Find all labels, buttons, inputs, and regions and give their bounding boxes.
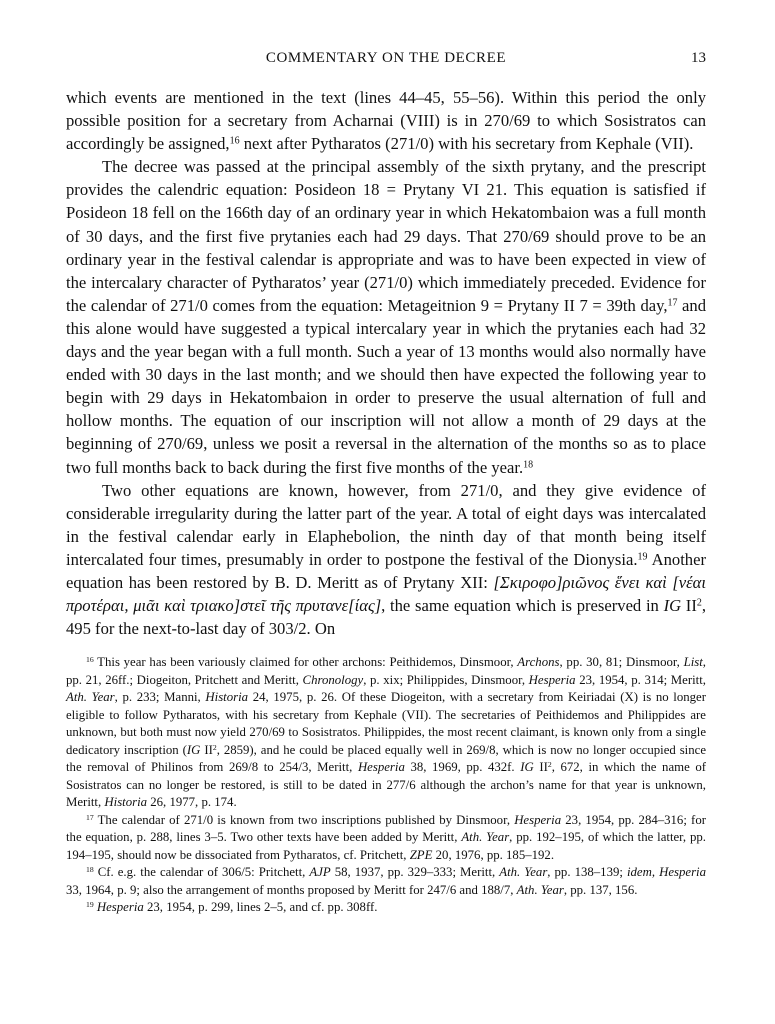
footnote-17: $^{17}$ The calendar of 271/0 is known from two inscriptions published by Dinsmoor, Hesperia 23, 1954, pp. 284–316; for the equation, p. 288, lines 3–5. Two other texts have been added by Meritt, Ath. Year, pp. 192–195, of which the latter, pp. 194–195, should now be dissociated from Pytharatos, cf. Pritchett, ZPE 20, 1976, pp. 185–192. bbox=[66, 812, 707, 862]
footnote-18: $^{18}$ Cf. e.g. the calendar of 306/5: Pritchett, AJP 58, 1937, pp. 329–333; Meritt, Ath. Year, pp. 138–139; idem, Hesperia 33, 1964, p. 9; also the arrangement of months proposed by Meritt for 247/6 and 188/7, Ath. Year, pp. 137, 156. bbox=[66, 864, 706, 897]
main-text bbox=[66, 86, 706, 640]
footnotes bbox=[66, 654, 706, 917]
running-header bbox=[66, 50, 706, 72]
footnote-16: $^{16}$ This year has been variously claimed for other archons: Peithidemos, Dinsmoor, Archons, pp. 30, 81; Dinsmoor, List, pp. 21, 26ff.; Diogeiton, Pritchett and Meritt, Chronology, p. xix; Philippides, Dinsmoor, Hesperia 23, 1954, p. 314; Meritt, Ath. Year, p. 233; Manni, Historia 24, 1975, p. 26. Of these Diogeiton, with a secretary from Keiriadai (X) is no longer eligible to follow Pytharatos, with his secretary from Kephale (VII). The secretaries of Peithidemos and Philippides are unknown, but both must now yield 270/69 to Sosistratos. Philippides, the most recent claimant, is known only from a single dedicatory inscription (IG $II^2$, 2859), and he could be placed equally well in 269/8, which is now no longer occupied since the removal of Philinos from 269/8 to 254/3, Meritt, Hesperia 38, 1969, pp. 432f. IG $II^2$, 672, in which the name of Sosistratos can no longer be restored, is still to be dated in 277/6 although the archon’s name for that year is unknown, Meritt, Historia 26, 1977, p. 174. bbox=[66, 654, 707, 809]
running-title: COMMENTARY ON THE DECREE bbox=[265, 50, 507, 66]
paragraph: which events are mentioned in the text (lines 44–45, 55–56). Within this period the only possible position for a secretary from Acharnai (VIII) is in 270/69 to which Sosistratos can accordingly be assigned,$^{16}$ next after Pytharatos (271/0) with his secretary from Kephale (VII). bbox=[66, 88, 706, 154]
paragraph: The decree was passed at the principal assembly of the sixth prytany, and the prescript provides the calendric equation: Posideon 18 = Prytany VI 21. This equation is satisfied if Posideon 18 fell on the 166th day of an ordinary year in which Hekatombaion was a full month of 30 days, and the first five prytanies each had 29 days. That 270/69 should prove to be an ordinary year in the festival calendar is appropriate and was to have been expected in view of the intercalary character of Pytharatos’ year (271/0) which immediately preceded. Evidence for the calendar of 271/0 comes from the equation: Metageitnion 9 = Prytany II 7 = 39th day,$^{17}$ and this alone would have suggested a typical intercalary year in which the prytanies each had 32 days and the year began with a full month. Such a year of 13 months would also normally have ended with 30 days in the last month; and we should then have expected the following year to begin with 29 days in Hekatombaion in order to preserve the usual alternation of full and hollow months. The equation of our inscription will not allow a month of 29 days at the beginning of 270/69, unless we posit a reversal in the alternation of the months so as to place two full months back to back during the first five months of the year.$^{18}$ bbox=[66, 157, 707, 477]
footnote-19: $^{19}$ Hesperia 23, 1954, p. 299, lines 2–5, and cf. pp. 308ff. bbox=[86, 899, 378, 914]
paragraph: Two other equations are known, however, from 271/0, and they give evidence of considerable irregularity during the latter part of the year. A total of eight days was intercalated in the festival calendar early in Elaphebolion, the ninth day of that month being itself intercalated four times, presumably in order to postpone the festival of the Dionysia.$^{19}$ Another equation has been restored by B. D. Meritt as of Prytany XII: [Σκιροφο]ριῶνος ἕνει καὶ [νέαι προτέραι, μιᾶι καὶ τριακο]στεῖ τῆς πρυτανε[ίας], the same equation which is preserved in IG $II^2$, 495 for the next-to-last day of 303/2. On bbox=[66, 480, 707, 639]
page-number: 13 bbox=[691, 50, 706, 66]
